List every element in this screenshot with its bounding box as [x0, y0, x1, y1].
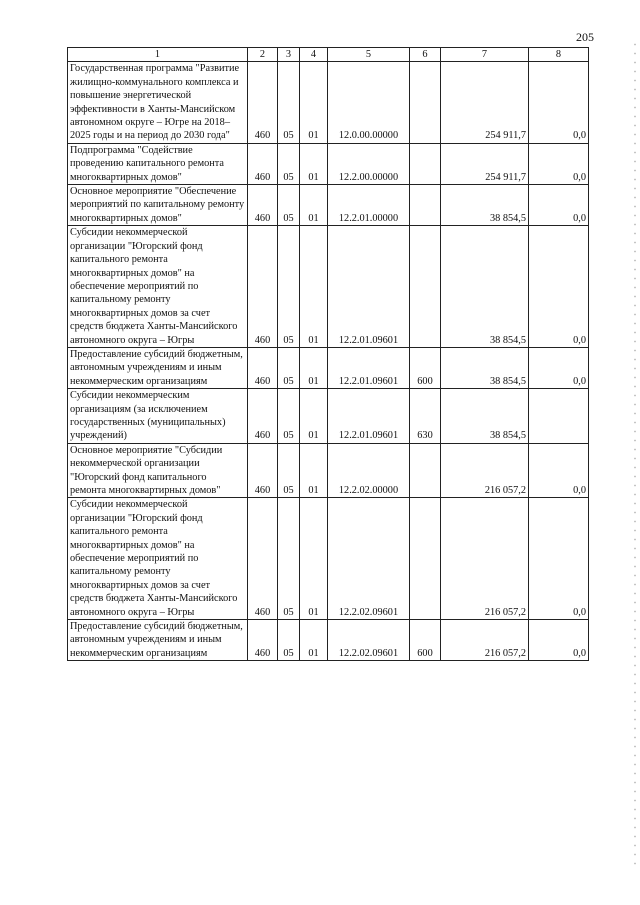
cell-col-8 [529, 389, 589, 444]
cell-col-4: 01 [300, 62, 328, 143]
cell-col-8: 0,0 [529, 62, 589, 143]
row-name: Субсидии некоммерческой организации "Югорский фонд капитального ремонта многоквартирных домов" на обеспечение мероприятий по капитальному ремонту многоквартирных домов за счет средств бюджета Ханты-Мансийского автономного округа – Югры [68, 226, 248, 348]
scan-edge-dots [634, 40, 636, 870]
column-header-7: 7 [441, 48, 529, 62]
page-number: 205 [576, 30, 594, 44]
cell-col-5: 12.2.00.00000 [328, 143, 410, 184]
table-row [68, 389, 589, 444]
cell-col-2: 460 [248, 185, 278, 226]
cell-col-4: 01 [300, 443, 328, 498]
cell-col-8: 0,0 [529, 185, 589, 226]
cell-col-3: 05 [278, 498, 300, 620]
cell-col-7: 38 854,5 [441, 185, 529, 226]
cell-col-3: 05 [278, 185, 300, 226]
column-header-4: 4 [300, 48, 328, 62]
cell-col-8: 0,0 [529, 498, 589, 620]
cell-col-5: 12.2.01.09601 [328, 347, 410, 388]
cell-col-7: 216 057,2 [441, 620, 529, 661]
row-name: Подпрограмма "Содействие проведению капитального ремонта многоквартирных домов" [68, 143, 248, 184]
row-name: Государственная программа "Развитие жилищно-коммунального комплекса и повышение энергетической эффективности в Ханты-Мансийском автономном округе – Югре на 2018–2025 годы и на период до 2030 года" [68, 62, 248, 143]
cell-col-6 [410, 62, 441, 143]
cell-col-2: 460 [248, 620, 278, 661]
cell-col-6: 600 [410, 347, 441, 388]
cell-col-7: 216 057,2 [441, 443, 529, 498]
cell-col-3: 05 [278, 620, 300, 661]
cell-col-8: 0,0 [529, 347, 589, 388]
column-header-8: 8 [529, 48, 589, 62]
cell-col-5: 12.2.02.09601 [328, 620, 410, 661]
table-row [68, 226, 589, 348]
budget-table [67, 47, 589, 661]
row-name: Субсидии некоммерческой организации "Югорский фонд капитального ремонта многоквартирных домов" на обеспечение мероприятий по капитальному ремонту многоквартирных домов за счет средств бюджета Ханты-Мансийского автономного округа – Югры [68, 498, 248, 620]
cell-col-6 [410, 443, 441, 498]
cell-col-8: 0,0 [529, 443, 589, 498]
column-header-2: 2 [248, 48, 278, 62]
cell-col-5: 12.2.02.00000 [328, 443, 410, 498]
cell-col-6 [410, 143, 441, 184]
cell-col-8: 0,0 [529, 143, 589, 184]
table-row [68, 185, 589, 226]
cell-col-6: 630 [410, 389, 441, 444]
cell-col-2: 460 [248, 143, 278, 184]
cell-col-3: 05 [278, 347, 300, 388]
column-header-1: 1 [68, 48, 248, 62]
cell-col-7: 38 854,5 [441, 389, 529, 444]
row-name: Предоставление субсидий бюджетным, автономным учреждениям и иным некоммерческим организациям [68, 347, 248, 388]
cell-col-4: 01 [300, 498, 328, 620]
cell-col-7: 254 911,7 [441, 62, 529, 143]
cell-col-7: 38 854,5 [441, 347, 529, 388]
cell-col-6: 600 [410, 620, 441, 661]
cell-col-3: 05 [278, 226, 300, 348]
cell-col-4: 01 [300, 347, 328, 388]
cell-col-5: 12.2.01.09601 [328, 226, 410, 348]
cell-col-2: 460 [248, 62, 278, 143]
cell-col-4: 01 [300, 226, 328, 348]
column-header-6: 6 [410, 48, 441, 62]
cell-col-5: 12.0.00.00000 [328, 62, 410, 143]
cell-col-5: 12.2.01.09601 [328, 389, 410, 444]
cell-col-6 [410, 226, 441, 348]
cell-col-2: 460 [248, 389, 278, 444]
cell-col-3: 05 [278, 62, 300, 143]
cell-col-7: 38 854,5 [441, 226, 529, 348]
row-name: Основное мероприятие "Субсидии некоммерческой организации "Югорский фонд капитального ремонта многоквартирных домов" [68, 443, 248, 498]
table-row [68, 143, 589, 184]
cell-col-4: 01 [300, 185, 328, 226]
row-name: Предоставление субсидий бюджетным, автономным учреждениям и иным некоммерческим организациям [68, 620, 248, 661]
cell-col-2: 460 [248, 443, 278, 498]
header-row [68, 48, 589, 62]
cell-col-7: 254 911,7 [441, 143, 529, 184]
row-name: Основное мероприятие "Обеспечение мероприятий по капитальному ремонту многоквартирных домов" [68, 185, 248, 226]
cell-col-2: 460 [248, 347, 278, 388]
table-row [68, 443, 589, 498]
cell-col-2: 460 [248, 226, 278, 348]
cell-col-5: 12.2.01.00000 [328, 185, 410, 226]
cell-col-4: 01 [300, 389, 328, 444]
column-header-5: 5 [328, 48, 410, 62]
cell-col-3: 05 [278, 389, 300, 444]
column-header-3: 3 [278, 48, 300, 62]
cell-col-8: 0,0 [529, 620, 589, 661]
cell-col-2: 460 [248, 498, 278, 620]
cell-col-6 [410, 185, 441, 226]
table-row [68, 347, 589, 388]
table-row [68, 620, 589, 661]
cell-col-3: 05 [278, 443, 300, 498]
cell-col-8: 0,0 [529, 226, 589, 348]
table-row [68, 62, 589, 143]
table-row [68, 498, 589, 620]
cell-col-7: 216 057,2 [441, 498, 529, 620]
cell-col-4: 01 [300, 620, 328, 661]
cell-col-6 [410, 498, 441, 620]
cell-col-4: 01 [300, 143, 328, 184]
cell-col-3: 05 [278, 143, 300, 184]
cell-col-5: 12.2.02.09601 [328, 498, 410, 620]
row-name: Субсидии некоммерческим организациям (за исключением государственных (муниципальных) учреждений) [68, 389, 248, 444]
